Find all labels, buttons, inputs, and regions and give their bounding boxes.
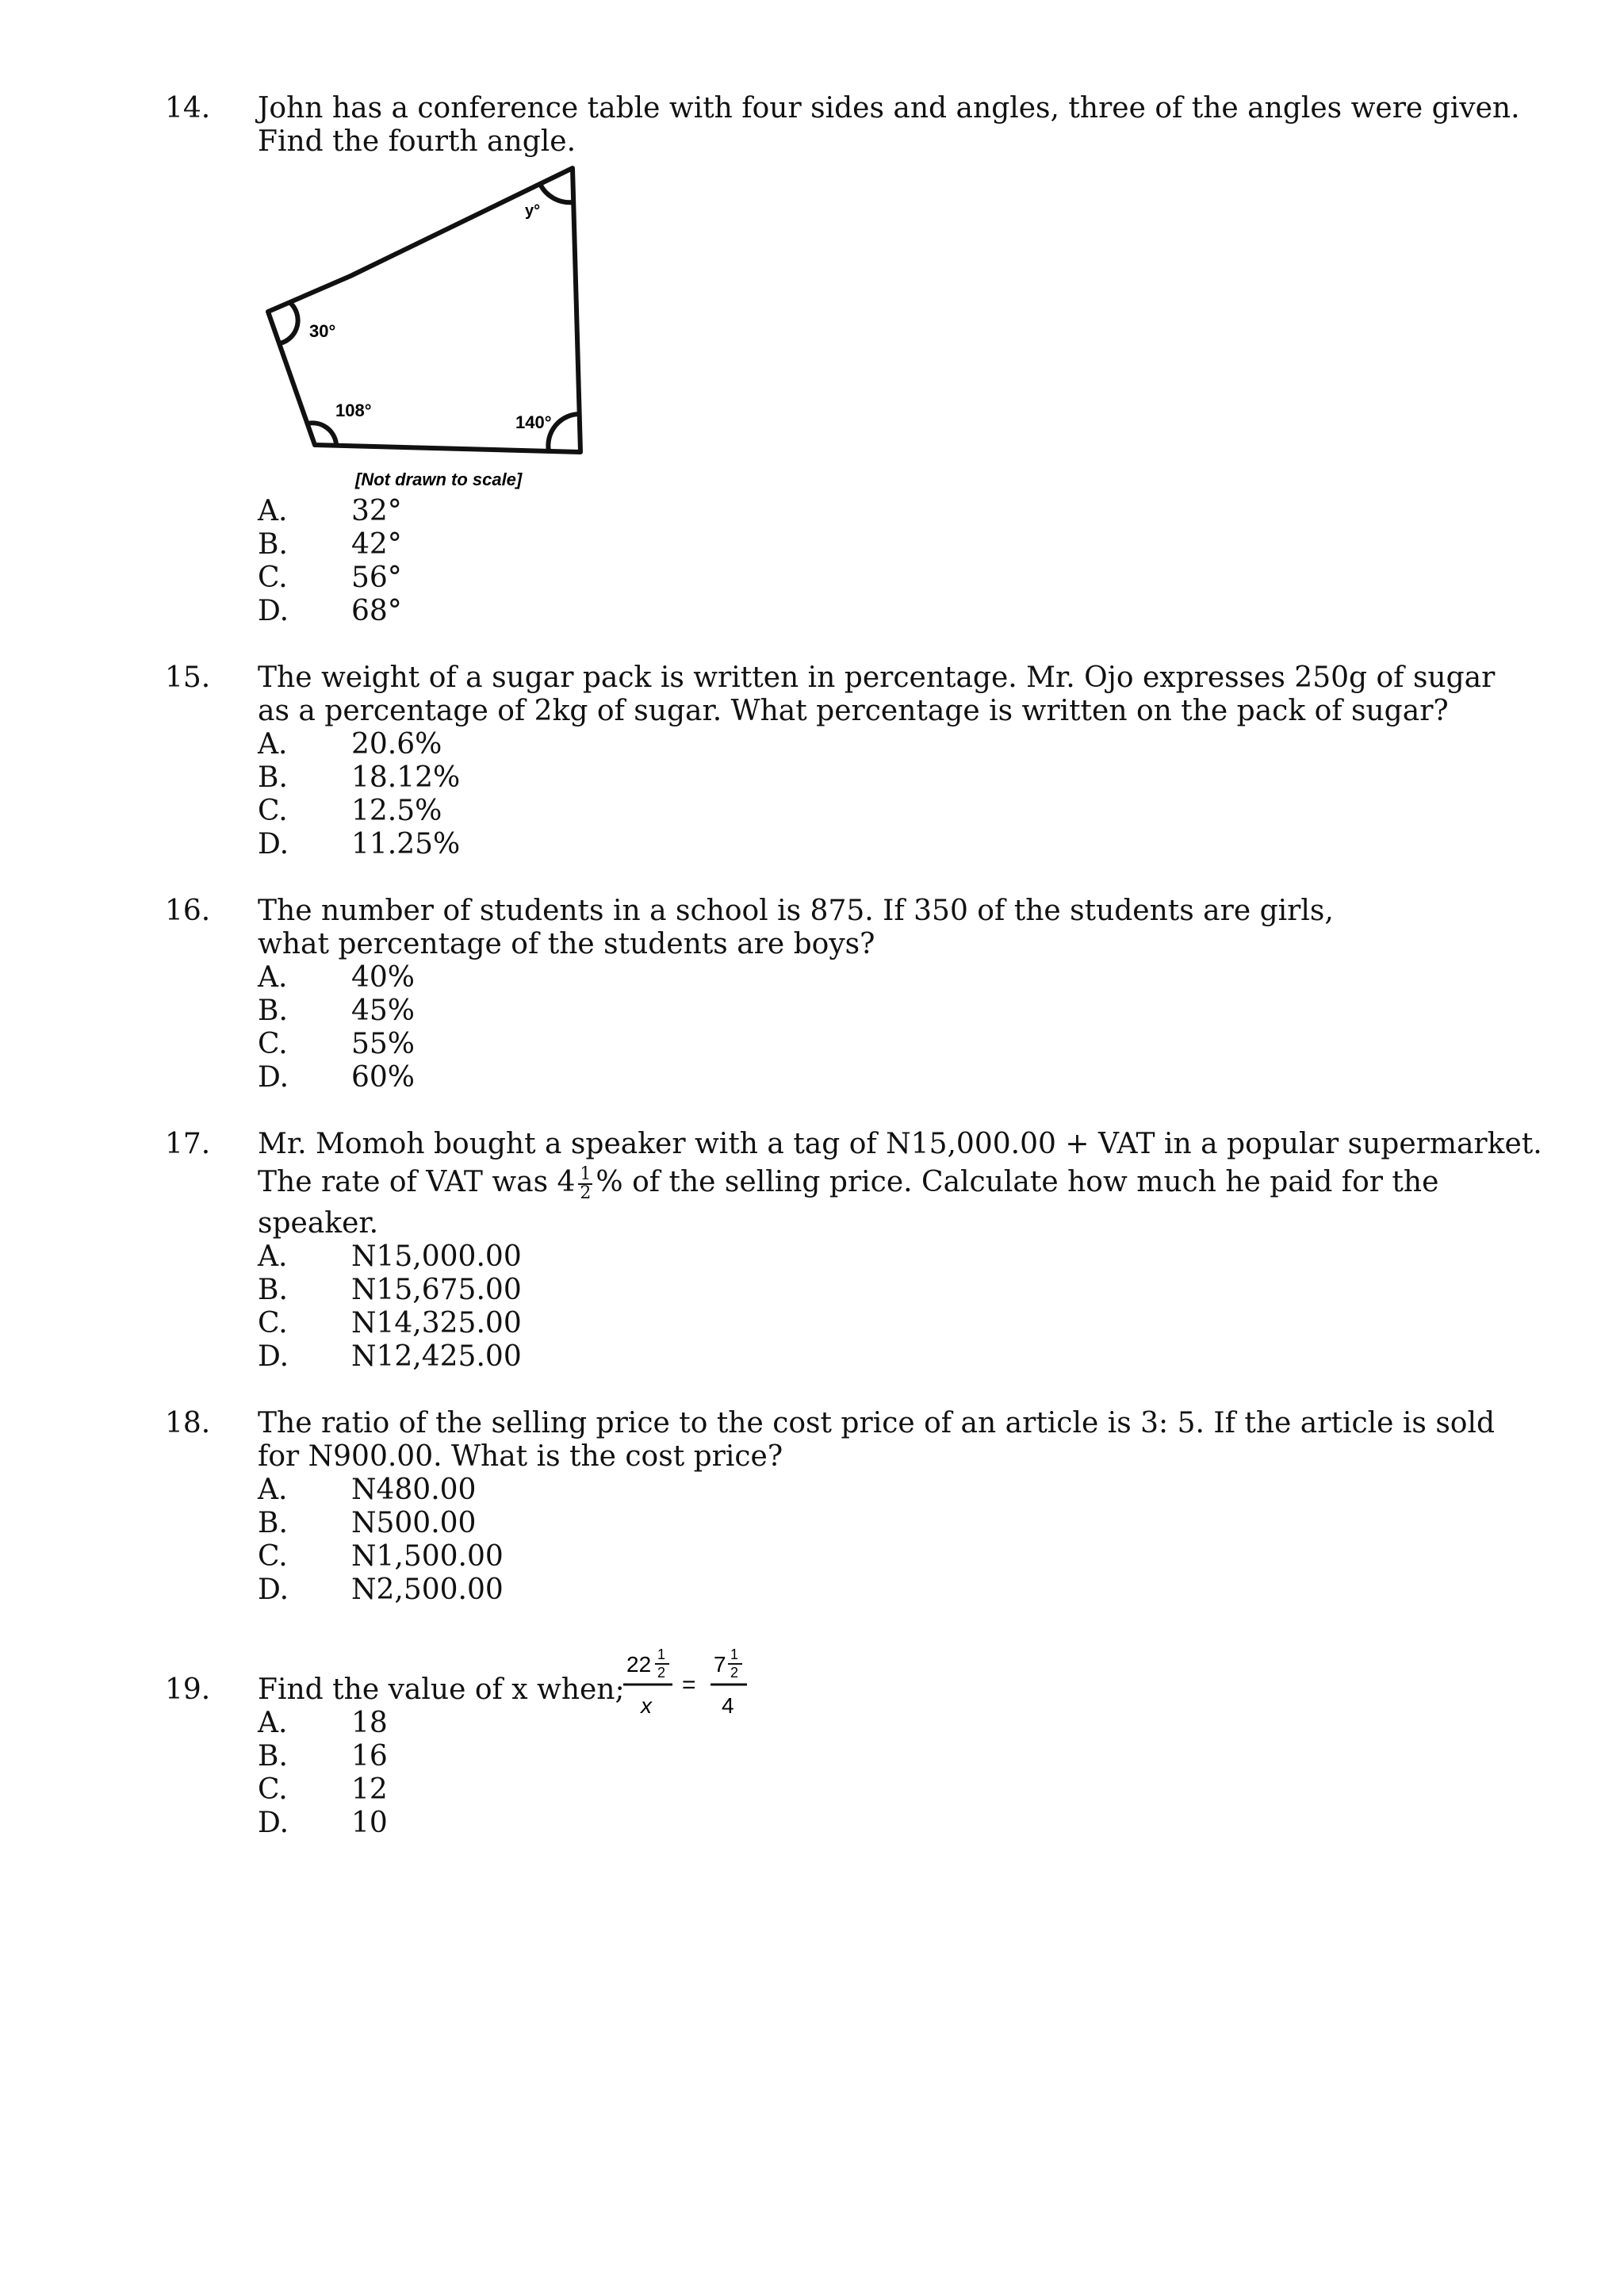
- right-den: 2: [730, 1665, 739, 1681]
- question-text-line2: [258, 1166, 1526, 1202]
- question-number: 14.: [165, 92, 211, 125]
- question-number: 16.: [165, 895, 211, 927]
- right-denominator: 4: [722, 1693, 734, 1718]
- angle-label-30: 30°: [309, 321, 336, 341]
- text-after-fraction: % of the selling price. Calculate how much he paid for the: [596, 1166, 1439, 1198]
- equals-sign: =: [682, 1672, 696, 1698]
- left-whole: 22: [626, 1652, 652, 1677]
- angle-label-y: y°: [525, 202, 541, 220]
- question-text: The weight of a sugar pack is written in percentage. Mr. Ojo expresses 250g of sugar as a percentage of 2kg of sugar. What percentage is written on the pack of sugar?: [258, 661, 1496, 727]
- left-num: 1: [657, 1646, 666, 1662]
- question-text: The ratio of the selling price to the cost price of an article is 3: 5. If the article is sold for N900.00. What is the cost price?: [258, 1407, 1496, 1473]
- angle-arc-y: [540, 184, 573, 202]
- vat-fraction: $\frac{1}{2}$: [580, 1164, 592, 1203]
- question-text: Find the value of x when;: [258, 1673, 625, 1706]
- text-before-fraction: The rate of VAT was 4: [258, 1166, 576, 1198]
- question-text-line1: Mr. Momoh bought a speaker with a tag of N15,000.00 + VAT in a popular supermarket.: [258, 1128, 1542, 1160]
- question-number: 17.: [165, 1128, 211, 1160]
- angle-label-108: 108°: [335, 401, 372, 420]
- right-num: 1: [730, 1646, 739, 1662]
- left-denominator: x: [641, 1693, 652, 1718]
- question-text: The number of students in a school is 875. If 350 of the students are girls, what percentage of the students are boys?: [258, 895, 1334, 960]
- question-number: 18.: [165, 1407, 211, 1439]
- angle-label-140: 140°: [515, 412, 552, 432]
- right-whole: 7: [714, 1652, 726, 1677]
- left-den: 2: [657, 1665, 666, 1681]
- question-number: 15.: [165, 661, 211, 694]
- quadrilateral-figure: [254, 159, 603, 500]
- question-text-line3: speaker.: [258, 1207, 379, 1240]
- angle-arc-30: [280, 302, 298, 343]
- figure-caption: [Not drawn to scale]: [355, 470, 523, 489]
- equation: [619, 1642, 761, 1729]
- question-text: John has a conference table with four sides and angles, three of the angles were given. Find the fourth angle.: [258, 92, 1520, 158]
- question-number: 19.: [165, 1673, 211, 1706]
- angle-arc-140: [548, 414, 580, 451]
